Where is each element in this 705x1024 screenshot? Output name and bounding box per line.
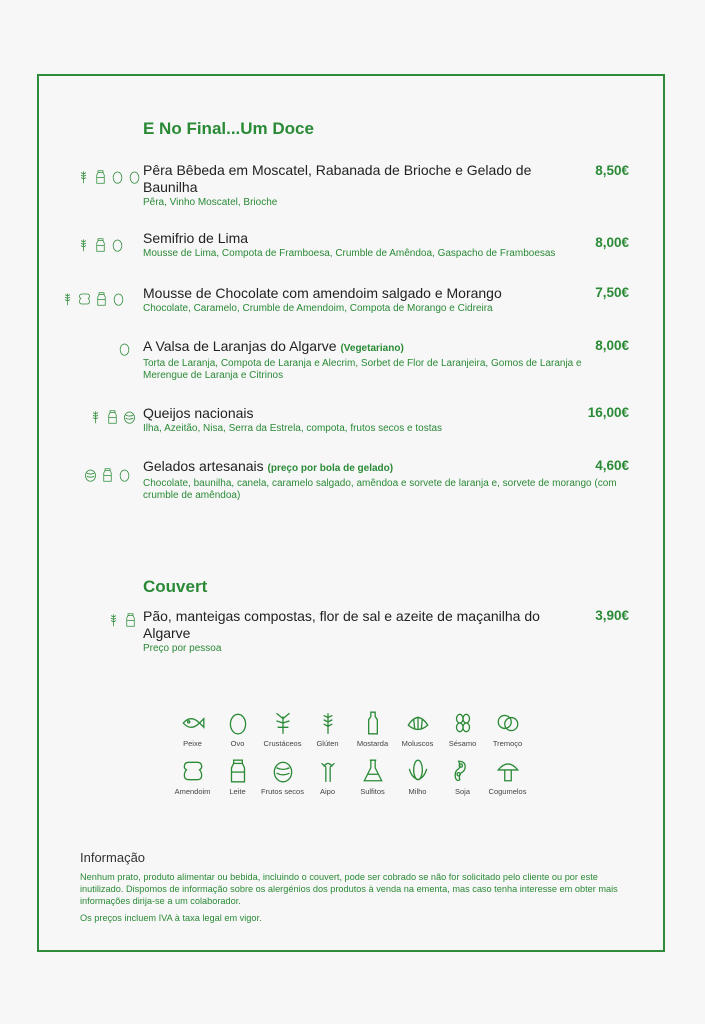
sulphite-icon — [360, 758, 386, 784]
item-description: Ilha, Azeitão, Nisa, Serra da Estrela, compota, frutos secos e tostas — [143, 423, 443, 434]
nuts-icon — [270, 758, 296, 784]
legend-item — [260, 710, 305, 748]
item-allergens — [76, 166, 142, 188]
legend-label: Mostarda — [356, 739, 389, 748]
item-description: Preço por pessoa — [143, 643, 222, 654]
menu-item — [143, 285, 629, 315]
menu-item — [143, 405, 629, 435]
legend-label: Milho — [408, 787, 427, 796]
milk-icon — [225, 758, 251, 784]
legend-label: Peixe — [183, 739, 202, 748]
peanut-icon — [180, 758, 206, 784]
legend-item — [350, 710, 395, 748]
allergen-legend — [170, 710, 545, 796]
legend-label: Ovo — [230, 739, 245, 748]
menu-item — [143, 162, 629, 209]
gluten-icon — [76, 166, 91, 188]
item-description: Chocolate, Caramelo, Crumble de Amendoim, Compota de Morango e Cidreira — [143, 303, 493, 314]
item-name-text: Gelados artesanais — [143, 458, 264, 474]
gluten-icon — [315, 710, 341, 736]
legend-item — [215, 758, 260, 796]
legend-label: Frutos secos — [261, 787, 304, 796]
item-price: 8,00€ — [595, 338, 629, 353]
info-text — [80, 871, 625, 929]
legend-item — [485, 758, 530, 796]
legend-label: Sésamo — [448, 739, 477, 748]
lupin-icon — [495, 710, 521, 736]
sesame-icon — [450, 710, 476, 736]
legend-label: Glúten — [316, 739, 339, 748]
celery-icon — [315, 758, 341, 784]
nuts-icon — [83, 464, 98, 486]
milk-icon — [93, 234, 108, 256]
info-vat: Os preços incluem IVA à taxa legal em vigor. — [80, 913, 262, 923]
legend-label: Tremoço — [492, 739, 523, 748]
item-price: 16,00€ — [587, 405, 629, 420]
nuts-icon — [122, 406, 137, 428]
item-price: 7,50€ — [595, 285, 629, 300]
soy-icon — [450, 758, 476, 784]
legend-item — [305, 758, 350, 796]
legend-item — [170, 710, 215, 748]
item-price: 8,50€ — [595, 163, 629, 178]
menu-item — [143, 338, 629, 382]
legend-label: Crustáceos — [263, 739, 302, 748]
legend-row — [170, 710, 545, 748]
legend-item — [440, 710, 485, 748]
egg-icon — [110, 234, 125, 256]
peanut-icon — [77, 288, 92, 310]
legend-label: Aipo — [319, 787, 335, 796]
legend-label: Amendoim — [174, 787, 211, 796]
gluten-icon — [76, 234, 91, 256]
gluten-icon — [88, 406, 103, 428]
item-note: (Vegetariano) — [340, 343, 404, 354]
legend-item — [215, 710, 260, 748]
legend-item — [395, 710, 440, 748]
desserts-title: E No Final...Um Doce — [143, 119, 314, 138]
couvert-allergens — [106, 609, 138, 631]
couvert-title: Couvert — [143, 577, 208, 596]
crustacean-icon — [270, 710, 296, 736]
milk-icon — [94, 288, 109, 310]
legend-item — [440, 758, 485, 796]
item-name: Queijos nacionais — [143, 405, 254, 421]
egg-icon — [110, 166, 125, 188]
item-name: Pêra Bêbeda em Moscatel, Rabanada de Brioche e Gelado de Baunilha — [143, 162, 532, 195]
milk-icon — [123, 609, 138, 631]
egg-icon — [111, 288, 126, 310]
legend-item — [260, 758, 305, 796]
legend-label: Leite — [229, 787, 246, 796]
item-price: 3,90€ — [595, 608, 629, 623]
mushroom-icon — [495, 758, 521, 784]
legend-label: Cogumelos — [488, 787, 527, 796]
item-price: 8,00€ — [595, 235, 629, 250]
item-name-text: A Valsa de Laranjas do Algarve — [143, 338, 337, 354]
fish-icon — [180, 710, 206, 736]
gluten-icon — [106, 609, 121, 631]
item-allergens — [88, 406, 137, 428]
menu-item — [143, 458, 629, 502]
legend-item — [395, 758, 440, 796]
couvert-item — [143, 608, 629, 655]
milk-icon — [93, 166, 108, 188]
item-name — [143, 458, 629, 477]
egg-icon — [117, 464, 132, 486]
milk-icon — [105, 406, 120, 428]
legend-item — [485, 710, 530, 748]
egg-icon — [127, 166, 142, 188]
item-name — [143, 338, 629, 357]
legend-item — [350, 758, 395, 796]
legend-label: Soja — [454, 787, 470, 796]
mollusc-icon — [405, 710, 431, 736]
item-name: Semifrio de Lima — [143, 230, 249, 246]
item-name: Mousse de Chocolate com amendoim salgado e Morango — [143, 285, 502, 301]
item-description: Chocolate, baunilha, canela, caramelo salgado, amêndoa e sorvete de laranja e, sorvete de morango (com crumble de amêndoa) — [143, 478, 617, 501]
mustard-icon — [360, 710, 386, 736]
item-description: Torta de Laranja, Compota de Laranja e Alecrim, Sorbet de Flor de Laranjeira, Gomos de Laranja e Merengue de Laranja e Citrinos — [143, 358, 582, 381]
legend-label: Sulfitos — [360, 787, 385, 796]
corn-icon — [405, 758, 431, 784]
item-description: Pêra, Vinho Moscatel, Brioche — [143, 197, 278, 208]
item-allergens — [117, 338, 132, 360]
item-allergens — [60, 288, 126, 310]
item-price: 4,60€ — [595, 458, 629, 473]
legend-row — [170, 758, 545, 796]
item-description: Mousse de Lima, Compota de Framboesa, Crumble de Amêndoa, Gaspacho de Framboesas — [143, 248, 556, 259]
legend-label: Moluscos — [401, 739, 434, 748]
info-title: Informação — [80, 850, 146, 865]
item-name: Pão, manteigas compostas, flor de sal e azeite de maçanilha do Algarve — [143, 608, 540, 641]
legend-item — [170, 758, 215, 796]
milk-icon — [100, 464, 115, 486]
info-paragraph: Nenhum prato, produto alimentar ou bebida, incluindo o couvert, pode ser cobrado se não for solicitado pelo cliente ou por este inutilizado. Dispomos de informação sobre os alergénios dos produtos à venda na ementa, mas caso tenha interesse em obter mais informações dirija-se a um colaborador. — [80, 872, 618, 906]
menu-item — [143, 230, 629, 260]
item-allergens — [83, 464, 132, 486]
gluten-icon — [60, 288, 75, 310]
egg-icon — [225, 710, 251, 736]
egg-icon — [117, 338, 132, 360]
item-note: (preço por bola de gelado) — [267, 463, 394, 474]
item-allergens — [76, 234, 125, 256]
legend-item — [305, 710, 350, 748]
